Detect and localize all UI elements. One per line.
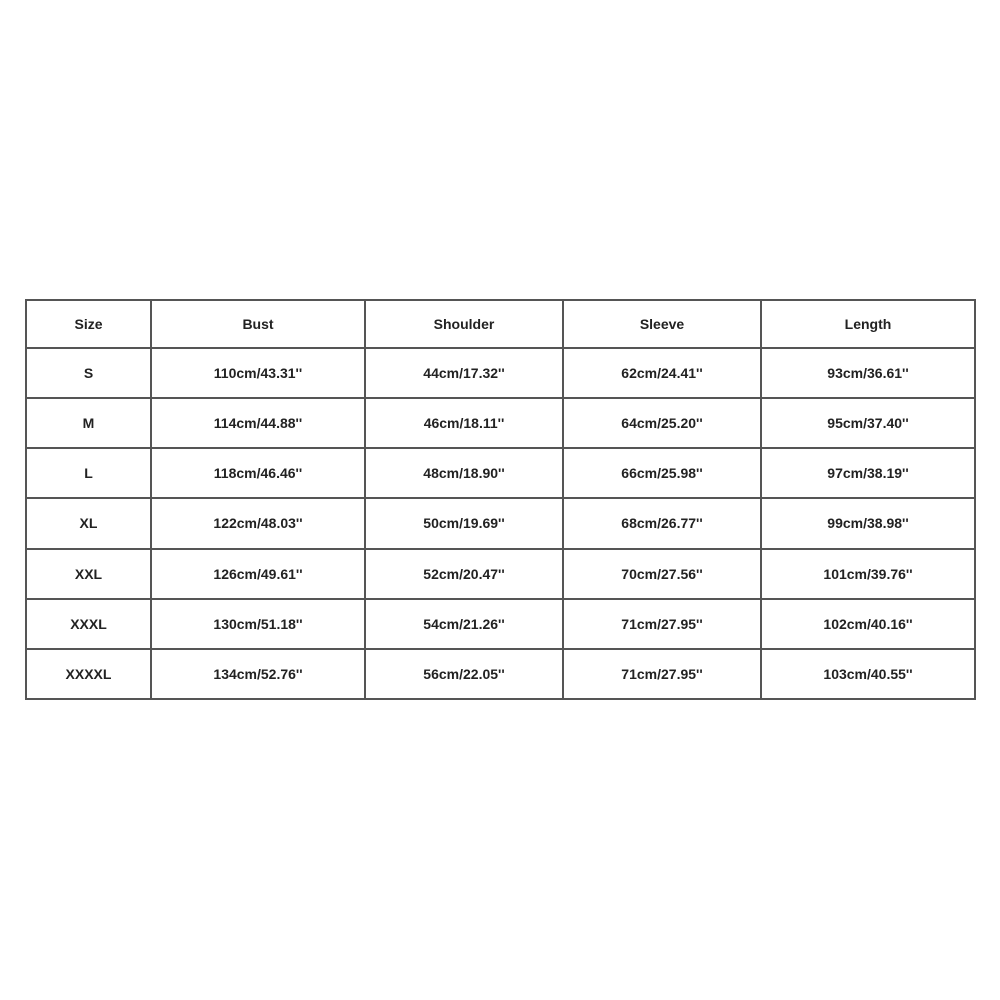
table-row — [26, 348, 975, 398]
table-row — [26, 498, 975, 548]
cell-size: L — [26, 448, 151, 498]
table-row — [26, 649, 975, 699]
cell-length: 102cm/40.16'' — [761, 599, 975, 649]
header-sleeve: Sleeve — [563, 300, 761, 348]
cell-sleeve: 71cm/27.95'' — [563, 649, 761, 699]
cell-size: XL — [26, 498, 151, 548]
table-row — [26, 549, 975, 599]
cell-bust: 110cm/43.31'' — [151, 348, 365, 398]
cell-length: 103cm/40.55'' — [761, 649, 975, 699]
cell-shoulder: 52cm/20.47'' — [365, 549, 563, 599]
cell-shoulder: 54cm/21.26'' — [365, 599, 563, 649]
table-row — [26, 599, 975, 649]
cell-bust: 134cm/52.76'' — [151, 649, 365, 699]
cell-length: 95cm/37.40'' — [761, 398, 975, 448]
cell-bust: 118cm/46.46'' — [151, 448, 365, 498]
cell-bust: 114cm/44.88'' — [151, 398, 365, 448]
header-shoulder: Shoulder — [365, 300, 563, 348]
table-header-row — [26, 300, 975, 348]
cell-length: 97cm/38.19'' — [761, 448, 975, 498]
cell-bust: 126cm/49.61'' — [151, 549, 365, 599]
cell-size: XXL — [26, 549, 151, 599]
cell-size: XXXL — [26, 599, 151, 649]
header-length: Length — [761, 300, 975, 348]
cell-shoulder: 46cm/18.11'' — [365, 398, 563, 448]
cell-sleeve: 71cm/27.95'' — [563, 599, 761, 649]
cell-bust: 130cm/51.18'' — [151, 599, 365, 649]
cell-sleeve: 70cm/27.56'' — [563, 549, 761, 599]
cell-size: S — [26, 348, 151, 398]
size-chart-table — [25, 299, 976, 700]
cell-shoulder: 48cm/18.90'' — [365, 448, 563, 498]
header-size: Size — [26, 300, 151, 348]
cell-sleeve: 62cm/24.41'' — [563, 348, 761, 398]
header-bust: Bust — [151, 300, 365, 348]
cell-sleeve: 68cm/26.77'' — [563, 498, 761, 548]
cell-size: XXXXL — [26, 649, 151, 699]
cell-shoulder: 56cm/22.05'' — [365, 649, 563, 699]
cell-length: 99cm/38.98'' — [761, 498, 975, 548]
cell-shoulder: 50cm/19.69'' — [365, 498, 563, 548]
cell-size: M — [26, 398, 151, 448]
cell-bust: 122cm/48.03'' — [151, 498, 365, 548]
table-row — [26, 398, 975, 448]
cell-length: 101cm/39.76'' — [761, 549, 975, 599]
cell-shoulder: 44cm/17.32'' — [365, 348, 563, 398]
table-row — [26, 448, 975, 498]
cell-length: 93cm/36.61'' — [761, 348, 975, 398]
cell-sleeve: 64cm/25.20'' — [563, 398, 761, 448]
cell-sleeve: 66cm/25.98'' — [563, 448, 761, 498]
